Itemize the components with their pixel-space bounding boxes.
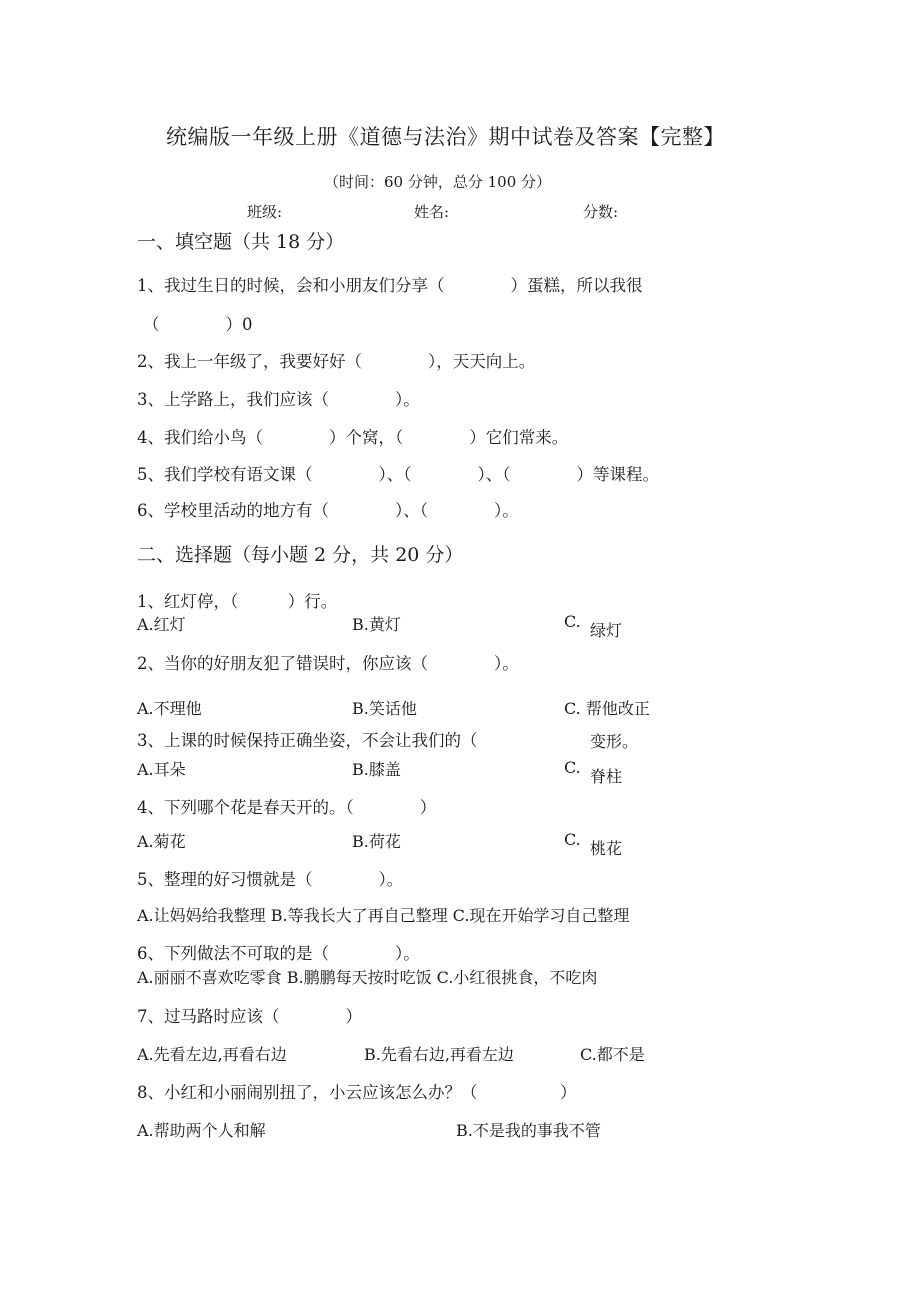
fill-q4: 4、我们给小鸟（ ）个窝，（ ）它们常来。 — [137, 428, 569, 447]
choice-q1: 1、红灯停，（ ）行。 — [137, 592, 338, 611]
class-label: 班级: — [247, 203, 283, 221]
choice-q7-option-a: A.先看左边,再看右边 — [137, 1045, 287, 1064]
fill-q6: 6、学校里活动的地方有（ ）、（ ）。 — [137, 501, 519, 520]
section1-heading: 一、填空题（共 18 分） — [137, 231, 345, 253]
choice-q8-option-a: A.帮助两个人和解 — [137, 1121, 266, 1140]
choice-q3-option-c: 脊柱 — [590, 767, 623, 786]
choice-q7: 7、过马路时应该（ ） — [137, 1007, 362, 1026]
choice-q3-option-a: A.耳朵 — [137, 760, 186, 779]
choice-q2-option-a: A.不理他 — [137, 699, 202, 718]
choice-q4-option-a: A.菊花 — [137, 832, 186, 851]
fill-q1-line1: 1、我过生日的时候，会和小朋友们分享（ ）蛋糕，所以我很 — [137, 276, 643, 295]
choice-q1-option-c-prefix: C. — [564, 612, 581, 631]
choice-q3-tail: 变形。 — [590, 732, 639, 751]
fill-q1-line2: （ ）0 — [143, 315, 253, 334]
choice-q2-option-b: B.笑话他 — [352, 699, 417, 718]
time-info: （时间：60 分钟，总分 100 分） — [324, 173, 552, 191]
name-label: 姓名: — [414, 203, 450, 221]
choice-q2-option-c: C. 帮他改正 — [564, 699, 650, 718]
fill-q3: 3、上学路上，我们应该（ ）。 — [137, 390, 420, 409]
choice-q4-option-c-prefix: C. — [564, 830, 581, 849]
choice-q8: 8、小红和小丽闹别扭了，小云应该怎么办？（ ） — [137, 1083, 577, 1102]
choice-q2: 2、当你的好朋友犯了错误时，你应该（ ）。 — [137, 654, 519, 673]
choice-q6-options: A.丽丽不喜欢吃零食 B.鹏鹏每天按时吃饭 C.小红很挑食，不吃肉 — [137, 968, 598, 987]
choice-q7-option-b: B.先看右边,再看左边 — [364, 1045, 514, 1064]
choice-q4-option-c: 桃花 — [590, 839, 623, 858]
score-label: 分数: — [583, 203, 619, 221]
fill-q5: 5、我们学校有语文课（ ）、（ ）、（ ）等课程。 — [137, 465, 659, 484]
choice-q1-option-b: B.黄灯 — [352, 615, 401, 634]
choice-q1-option-a: A.红灯 — [137, 615, 186, 634]
choice-q5-options: A.让妈妈给我整理 B.等我长大了再自己整理 C.现在开始学习自己整理 — [137, 906, 630, 925]
choice-q7-option-c: C.都不是 — [580, 1045, 645, 1064]
choice-q8-option-b: B.不是我的事我不管 — [456, 1121, 601, 1140]
choice-q3: 3、上课的时候保持正确坐姿，不会让我们的（ — [137, 731, 478, 750]
choice-q6: 6、下列做法不可取的是（ ）。 — [137, 944, 420, 963]
section2-heading: 二、选择题（每小题 2 分，共 20 分） — [137, 544, 464, 566]
choice-q5: 5、整理的好习惯就是（ ）。 — [137, 870, 404, 889]
fill-q2: 2、我上一年级了，我要好好（ ），天天向上。 — [137, 352, 536, 371]
document-title: 统编版一年级上册《道德与法治》期中试卷及答案【完整】 — [166, 125, 725, 149]
choice-q1-option-c: 绿灯 — [590, 621, 623, 640]
choice-q4: 4、下列哪个花是春天开的。（ ） — [137, 798, 437, 817]
choice-q3-option-b: B.膝盖 — [352, 760, 401, 779]
choice-q3-option-c-prefix: C. — [564, 758, 581, 777]
choice-q4-option-b: B.荷花 — [352, 832, 401, 851]
